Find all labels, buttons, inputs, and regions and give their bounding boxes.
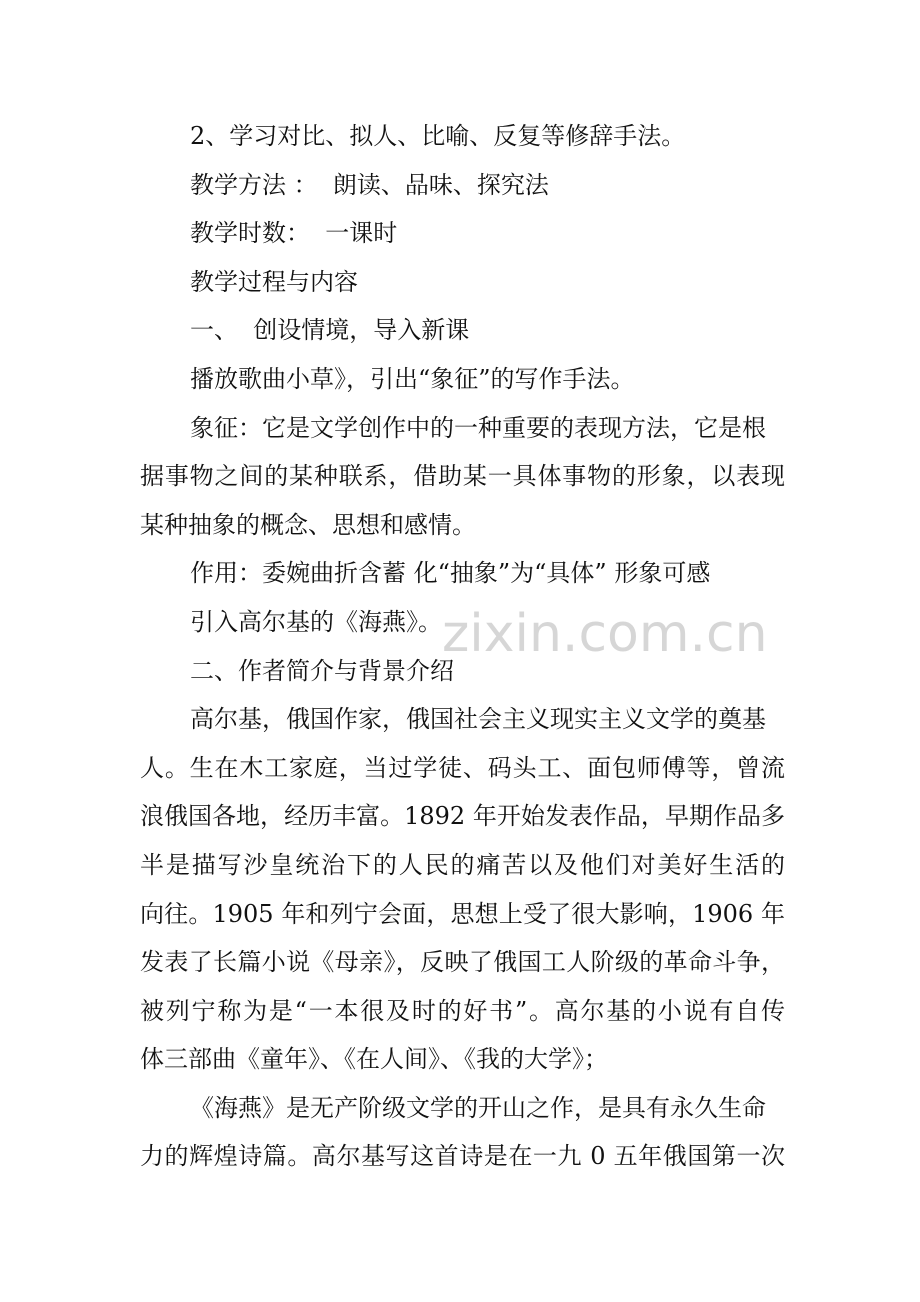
text-line: 人。生在木工家庭，当过学徒、码头工、面包师傅等，曾流	[140, 753, 785, 782]
section-heading: 一、 创设情境，导入新课	[190, 316, 470, 345]
text-line: 体三部曲《童年》、《在人间》、《我的大学》；	[140, 1045, 608, 1074]
text-line: 向往。1905 年和列宁会面，思想上受了很大影响，1906 年	[140, 899, 785, 928]
text-line: 高尔基，俄国作家，俄国社会主义现实主义文学的奠基	[190, 705, 766, 734]
text-line: 《海燕》是无产阶级文学的开山之作，是具有永久生命	[190, 1093, 766, 1122]
text-line: 半是描写沙皇统治下的人民的痛苦以及他们对美好生活的	[140, 850, 785, 879]
text-line: 象征：它是文学创作中的一种重要的表现方法，它是根	[190, 413, 766, 442]
text-line: 力的辉煌诗篇。高尔基写这首诗是在一九 0 五年俄国第一次	[140, 1142, 785, 1171]
text-line: 浪俄国各地，经历丰富。1892 年开始发表作品，早期作品多	[140, 802, 785, 831]
text-line: 某种抽象的概念、思想和感情。	[140, 510, 476, 539]
text-line: 被列宁称为是“一本很及时的好书”。高尔基的小说有自传	[140, 996, 785, 1025]
text-line: 据事物之间的某种联系，借助某一具体事物的形象，以表现	[140, 462, 785, 491]
watermark: zixin.com.cn	[442, 604, 768, 664]
text-line: 引入高尔基的《海燕》。	[190, 607, 442, 636]
text-line: 2、学习对比、拟人、比喻、反复等修辞手法。	[190, 122, 686, 150]
text-line: 作用：委婉曲折含蓄 化“抽象”为“具体” 形象可感	[190, 559, 711, 588]
text-line: 教学方法 ： 朗读、品味、探究法	[190, 170, 549, 199]
text-line: 播放歌曲小草》，引出“象征”的写作手法。	[190, 364, 635, 393]
text-line: 教学过程与内容	[190, 267, 358, 296]
text-line: 发表了长篇小说《母亲》，反映了俄国工人阶级的革命斗争，	[140, 948, 785, 977]
text-line: 教学时数： 一课时	[190, 219, 398, 248]
section-heading: 二、作者简介与背景介绍	[190, 656, 454, 685]
